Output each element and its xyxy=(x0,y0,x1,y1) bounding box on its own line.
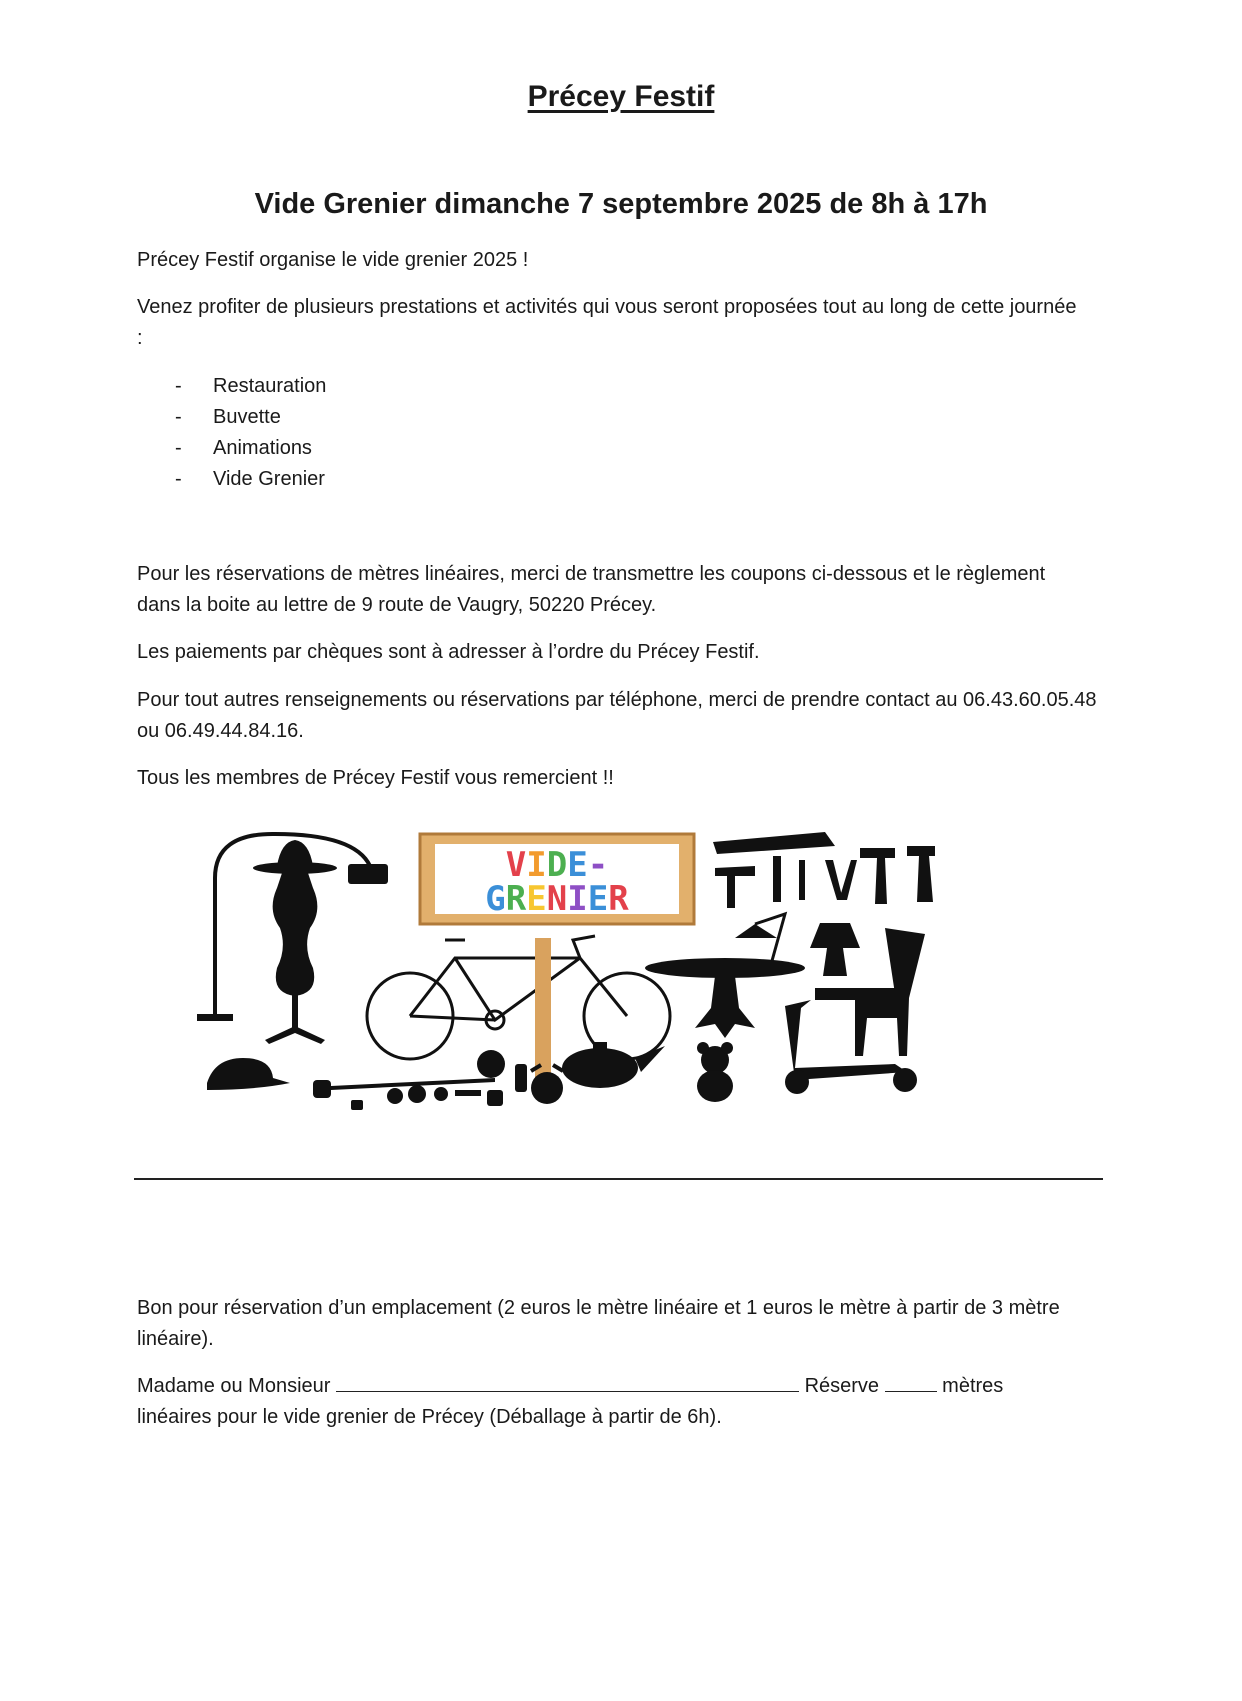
hat-icon xyxy=(207,1058,290,1090)
event-heading: Vide Grenier dimanche 7 septembre 2025 de 8h à 17h xyxy=(254,188,988,220)
list-item: - Restauration xyxy=(175,375,327,397)
activities-intro: Venez profiter de plusieurs prestations et activités qui vous seront proposées tout au long de cette journée : xyxy=(137,296,1077,349)
coupon-name-label: Madame ou Monsieur xyxy=(137,1375,331,1397)
list-item: - Vide Grenier xyxy=(175,468,325,490)
sign-text-line1: VIDE- xyxy=(505,845,609,885)
contact-paragraph: Pour tout autres renseignements ou réservations par téléphone, merci de prendre contact au 06.43.60.05.48 ou 06.49.44.84.16. xyxy=(137,689,1097,742)
teapot-icon xyxy=(562,1042,665,1088)
intro-paragraph: Précey Festif organise le vide grenier 2025 ! xyxy=(137,249,529,271)
vide-grenier-illustration xyxy=(195,828,1015,1113)
payment-paragraph: Les paiements par chèques sont à adresser à l’ordre du Précey Festif. xyxy=(137,641,760,663)
list-item: - Buvette xyxy=(175,406,281,428)
meters-blank-field[interactable] xyxy=(885,1371,937,1392)
name-blank-field[interactable] xyxy=(336,1371,799,1392)
chair-icon xyxy=(810,923,925,1056)
activities-list xyxy=(137,371,326,495)
bicycle-icon xyxy=(367,936,670,1059)
reservations-paragraph: Pour les réservations de mètres linéaires, merci de transmettre les coupons ci-dessous et le règlement dans la boite au lettre de 9 route de Vaugry, 50220 Précey. xyxy=(137,563,1046,616)
coupon-reserve-label: Réserve xyxy=(804,1375,880,1397)
coupon-text: Bon pour réservation d’un emplacement (2 euros le mètre linéaire et 1 euros le mètre à partir de 3 mètre linéaire). xyxy=(137,1297,1060,1350)
coupon-form-line xyxy=(137,1371,1097,1433)
thanks-paragraph: Tous les membres de Précey Festif vous remercient !! xyxy=(137,767,614,789)
teddy-bear-icon xyxy=(697,1042,733,1102)
list-item: - Animations xyxy=(175,437,312,459)
coupon-end-text: linéaires pour le vide grenier de Précey (Déballage à partir de 6h). xyxy=(137,1406,722,1428)
coupon-divider xyxy=(134,1178,1103,1180)
sign-text-line2: GRENIER xyxy=(485,879,629,919)
page-title: Précey Festif xyxy=(527,80,715,113)
tools-icon xyxy=(713,832,935,908)
mannequin-icon xyxy=(253,840,337,1044)
coupon-meters-label: mètres xyxy=(942,1375,1004,1397)
